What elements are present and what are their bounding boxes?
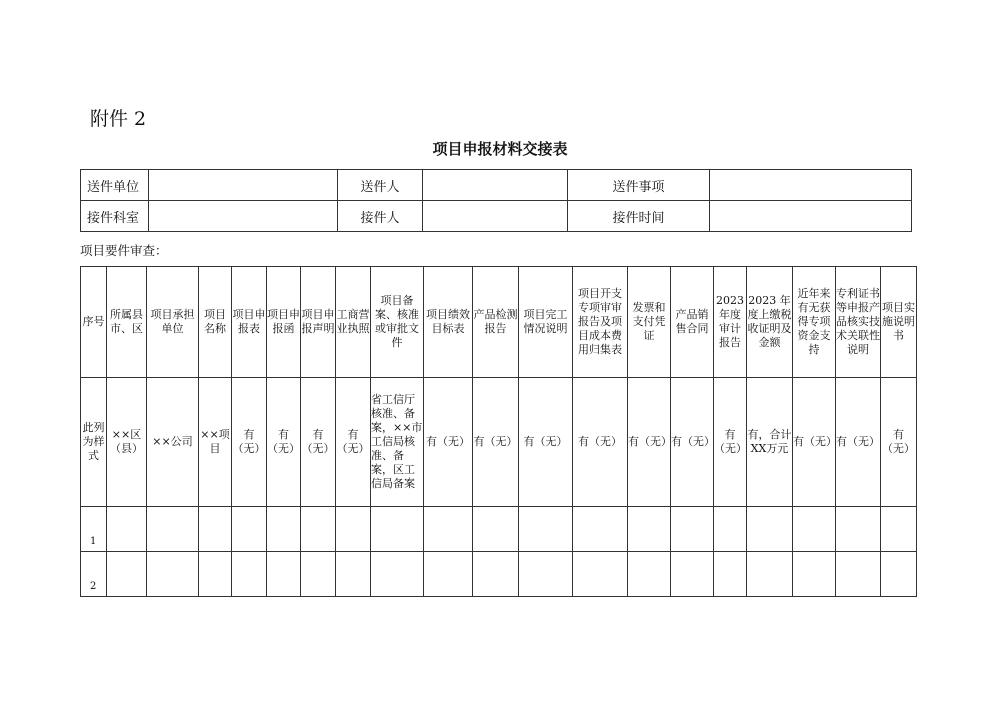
receive-time-label: 接件时间 [568,201,710,232]
sender-unit-field[interactable] [149,170,338,201]
header-cell: 所属县市、区 [107,267,147,378]
sample-cell: 有（无） [836,378,881,507]
sample-cell: 有（无） [336,378,371,507]
table-cell[interactable] [793,507,836,552]
table-cell[interactable] [301,507,336,552]
table-cell[interactable] [747,507,793,552]
header-cell: 项目开支专项审审报告及项目成本费用归集表 [573,267,628,378]
header-cell: 项目完工情况说明 [519,267,573,378]
table-row [81,507,917,552]
header-cell: 项目申报函 [267,267,301,378]
receiver-row [81,201,912,232]
table-cell[interactable] [573,507,628,552]
table-cell[interactable] [519,507,573,552]
header-cell: 项目实施说明书 [881,267,917,378]
table-cell[interactable] [473,552,519,597]
sample-cell: 有（无） [881,378,917,507]
sample-cell: 有（无） [628,378,671,507]
table-cell[interactable] [336,552,371,597]
sample-cell: 有（无） [301,378,336,507]
table-cell[interactable] [793,552,836,597]
header-row [81,267,917,378]
handover-info-table [80,169,912,232]
sample-cell: 有（无） [671,378,714,507]
receive-time-field[interactable] [710,201,912,232]
header-cell: 专利证书等申报产品核实技术关联性说明 [836,267,881,378]
review-label: 项目要件审查： [80,243,168,258]
table-cell[interactable] [147,507,199,552]
sender-item-field[interactable] [710,170,912,201]
row-number: 2 [81,552,107,597]
header-cell: 项目绩效目标表 [424,267,473,378]
table-cell[interactable] [232,552,267,597]
table-cell[interactable] [232,507,267,552]
header-cell: 项目申报表 [232,267,267,378]
table-cell[interactable] [301,552,336,597]
sample-cell: 有（无） [267,378,301,507]
header-cell: 发票和支付凭证 [628,267,671,378]
form-title: 项目申报材料交接表 [432,140,568,158]
sample-row [81,378,917,507]
table-cell[interactable] [671,552,714,597]
attachment-label: 附件 2 [90,108,147,130]
receiver-dept-label: 接件科室 [81,201,149,232]
header-cell: 工商营业执照 [336,267,371,378]
sender-unit-label: 送件单位 [81,170,149,201]
sample-cell: 有（无） [424,378,473,507]
table-cell[interactable] [628,552,671,597]
table-cell[interactable] [267,552,301,597]
table-cell[interactable] [519,552,573,597]
sample-cell: 有（无） [573,378,628,507]
sample-cell: 有（无） [714,378,747,507]
table-cell[interactable] [371,552,424,597]
table-cell[interactable] [371,507,424,552]
sample-cell: ××区（县） [107,378,147,507]
table-cell[interactable] [573,552,628,597]
table-cell[interactable] [881,507,917,552]
table-row [81,552,917,597]
sample-cell: 有（无） [473,378,519,507]
table-cell[interactable] [714,507,747,552]
sender-field[interactable] [423,170,568,201]
header-cell: 2023年度审计报告 [714,267,747,378]
table-cell[interactable] [424,552,473,597]
table-cell[interactable] [836,507,881,552]
table-cell[interactable] [267,507,301,552]
sample-cell: 有（无） [793,378,836,507]
table-cell[interactable] [199,552,232,597]
sample-cell: 此列为样式 [81,378,107,507]
header-cell: 2023 年度上缴税收证明及金额 [747,267,793,378]
sender-row [81,170,912,201]
table-cell[interactable] [336,507,371,552]
sample-cell: 省工信厅核准、备案，××市工信局核准、备案，区工信局备案 [371,378,424,507]
table-cell[interactable] [671,507,714,552]
table-cell[interactable] [747,552,793,597]
sample-cell: 有（无） [519,378,573,507]
header-cell: 近年来有无获得专项资金支持 [793,267,836,378]
table-cell[interactable] [147,552,199,597]
row-number: 1 [81,507,107,552]
receiver-dept-field[interactable] [149,201,338,232]
header-cell: 项目承担单位 [147,267,199,378]
table-cell[interactable] [881,552,917,597]
header-cell: 项目名称 [199,267,232,378]
sample-cell: 有，合计XX万元 [747,378,793,507]
header-cell: 项目备案、核准或审批文件 [371,267,424,378]
header-cell: 产品销售合同 [671,267,714,378]
table-cell[interactable] [199,507,232,552]
table-cell[interactable] [424,507,473,552]
sample-cell: ××项目 [199,378,232,507]
receiver-label: 接件人 [338,201,423,232]
table-cell[interactable] [836,552,881,597]
sample-cell: 有（无） [232,378,267,507]
table-cell[interactable] [714,552,747,597]
table-cell[interactable] [473,507,519,552]
header-cell: 序号 [81,267,107,378]
receiver-field[interactable] [423,201,568,232]
sender-label: 送件人 [338,170,423,201]
document-review-table [80,266,917,597]
sample-cell: ××公司 [147,378,199,507]
header-cell: 产品检测报告 [473,267,519,378]
table-cell[interactable] [107,507,147,552]
table-cell[interactable] [628,507,671,552]
header-cell: 项目申报声明 [301,267,336,378]
sender-item-label: 送件事项 [568,170,710,201]
table-cell[interactable] [107,552,147,597]
